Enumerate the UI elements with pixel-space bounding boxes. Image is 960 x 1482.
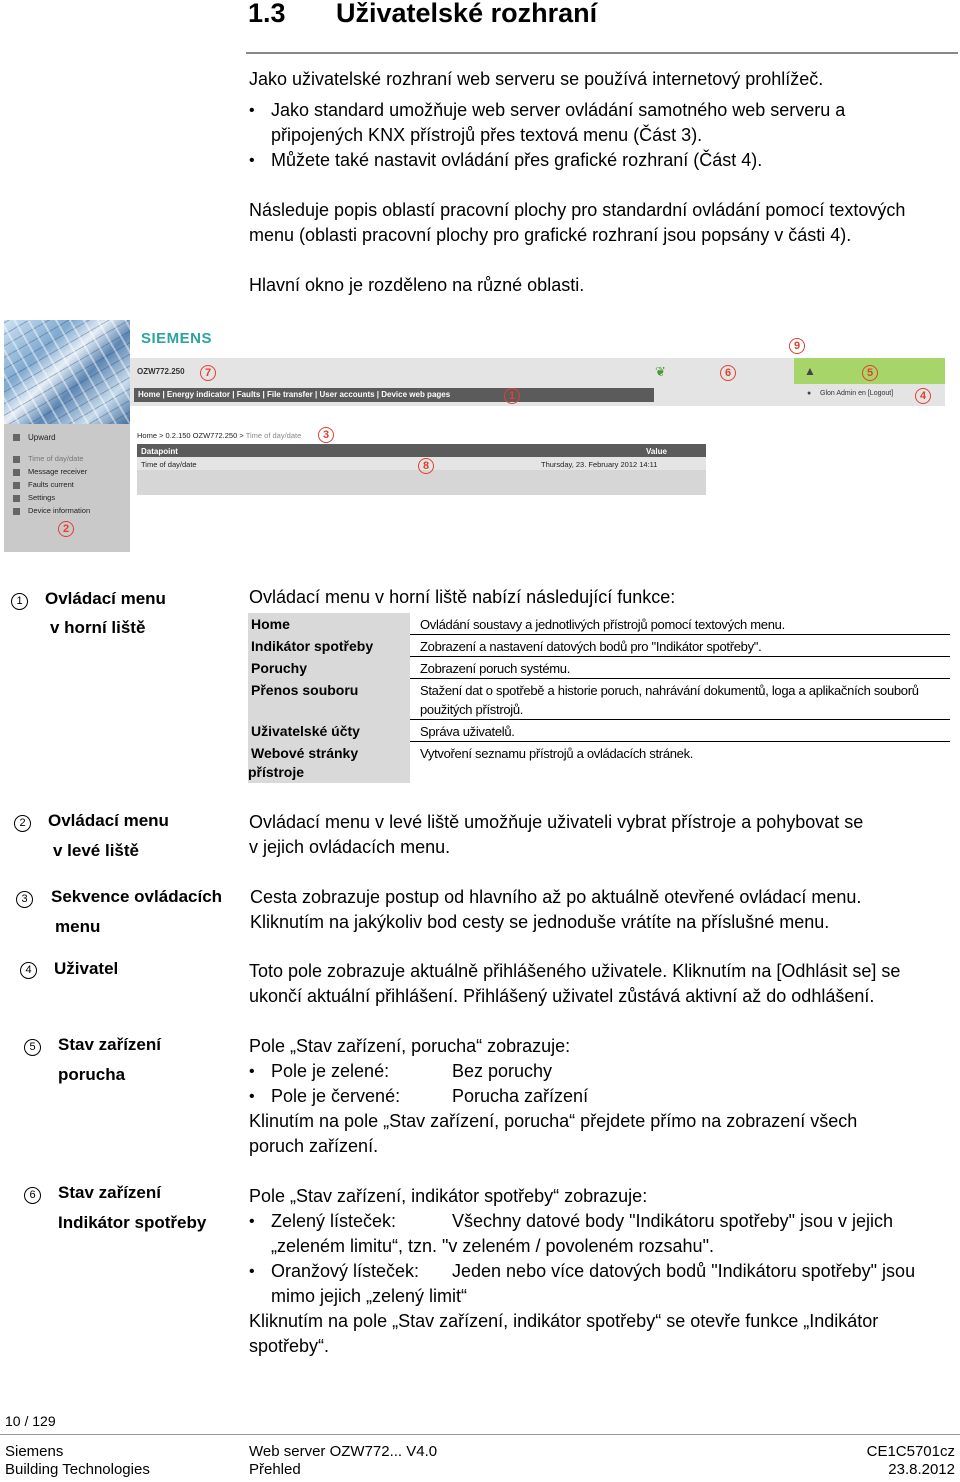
function-key: Přenos souboru: [248, 679, 410, 720]
function-key: Indikátor spotřeby: [248, 635, 410, 657]
intro-paragraph: Následuje popis oblastí pracovní plochy pro standardní ovládání pomocí textových: [249, 200, 906, 220]
column-datapoint: Datapoint: [141, 447, 178, 456]
title-rule: [246, 52, 958, 54]
function-row: [248, 742, 950, 783]
left-menu-item[interactable]: Message receiver: [28, 467, 88, 476]
callout-2: 2: [58, 521, 74, 537]
function-key: Poruchy: [248, 657, 410, 679]
menu-item-icon: [13, 469, 20, 476]
energy-status-description: Kliknutím na pole „Stav zařízení, indikátor spotřeby“ se otevře funkce „Indikátor: [249, 1311, 879, 1331]
user-description: ukončí aktuální přihlášení. Přihlášený uživatel zůstává aktivní až do odhlášení.: [249, 986, 875, 1006]
term-top-menu-cont: v horní liště: [50, 618, 146, 637]
term-breadcrumb: Sekvence ovládacích: [51, 887, 223, 906]
user-login[interactable]: Glon Admin en [Logout]: [820, 390, 894, 397]
term-fault-status-cont: porucha: [58, 1065, 126, 1084]
left-menu-description: Ovládací menu v levé liště umožňuje uživateli vybrat přístroje a pohybovat se: [249, 812, 864, 832]
left-menu-item[interactable]: Settings: [28, 493, 56, 502]
term-energy-status-cont: Indikátor spotřeby: [58, 1213, 207, 1232]
footer-chapter: Přehled: [249, 1461, 301, 1478]
footer-company: Siemens: [5, 1443, 64, 1460]
function-row: [248, 679, 950, 720]
function-key-line: Webové stránky: [251, 745, 359, 761]
top-menu-description: Ovládací menu v horní liště nabízí následující funkce:: [249, 587, 676, 607]
left-menu-item[interactable]: Time of day/date: [28, 454, 84, 463]
breadcrumb-description: Cesta zobrazuje postup od hlavního až po aktuálně otevřené ovládací menu.: [250, 887, 862, 907]
energy-status-description: spotřeby“.: [249, 1336, 330, 1356]
energy-status-description: Pole „Stav zařízení, indikátor spotřeby“ zobrazuje:: [249, 1186, 648, 1206]
callout-3: 3: [318, 427, 334, 443]
intro-paragraph: Hlavní okno je rozděleno na různé oblasti.: [249, 275, 585, 295]
top-menu-items[interactable]: Home | Energy indicator | Faults | File transfer | User accounts | Device web pages: [138, 390, 451, 399]
user-icon: ●: [807, 390, 812, 397]
term-user: Uživatel: [54, 959, 119, 978]
fault-status-description: poruch zařízení.: [249, 1136, 379, 1156]
user-description: Toto pole zobrazuje aktuálně přihlášeného uživatele. Kliknutím na [Odhlásit se] se: [249, 961, 901, 981]
left-menu-item[interactable]: Device information: [28, 506, 91, 515]
callout-9: 9: [789, 338, 805, 354]
bell-icon[interactable]: ▲: [804, 364, 816, 378]
cell-datapoint: Time of day/date: [141, 460, 197, 469]
fault-bullet: • Pole je červené:: [271, 1084, 400, 1109]
energy-bullet: • Zelený lísteček:: [271, 1209, 396, 1234]
term-left-menu-cont: v levé liště: [53, 841, 140, 860]
intro-bullet-continuation: připojených KNX přístrojů přes textová menu (Část 3).: [271, 125, 703, 145]
intro-bullet: • Jako standard umožňuje web server ovládání samotného web serveru a: [271, 98, 845, 123]
function-value: Zobrazení poruch systému.: [420, 661, 571, 676]
function-value: Správa uživatelů.: [420, 724, 515, 739]
term-fault-status: Stav zařízení: [58, 1035, 161, 1054]
item-number-6: 6: [24, 1187, 41, 1204]
cell-value: Thursday, 23. February 2012 14:11: [541, 460, 658, 469]
breadcrumb-path[interactable]: Home > 0.2.150 OZW772.250 >: [137, 431, 244, 440]
section-number: 1.3: [248, 0, 286, 28]
building-image-texture: [4, 320, 130, 424]
callout-4: 4: [915, 388, 931, 404]
energy-bullet-value: Jeden nebo více datových bodů "Indikátoru spotřeby" jsou: [452, 1261, 916, 1281]
energy-bullet-value: Všechny datové body "Indikátoru spotřeby" jsou v jejich: [452, 1211, 894, 1231]
function-value: Stažení dat o spotřebě a historie poruch, nahrávání dokumentů, loga a aplikačních souborů: [420, 683, 919, 698]
term-top-menu: Ovládací menu: [45, 589, 166, 608]
function-value: Vytvoření seznamu přístrojů a ovládacích stránek.: [420, 746, 694, 761]
intro-paragraph: Jako uživatelské rozhraní web serveru se používá internetový prohlížeč.: [249, 69, 824, 89]
function-key: Uživatelské účty: [248, 720, 410, 742]
footer-date: 23.8.2012: [888, 1461, 955, 1478]
leaf-icon[interactable]: ❦: [655, 364, 666, 379]
function-value: Zobrazení a nastavení datových bodů pro "Indikátor spotřeby".: [420, 639, 762, 654]
fault-bullet: • Pole je zelené:: [271, 1059, 389, 1084]
fault-status-description: Klinutím na pole „Stav zařízení, porucha“ přejdete přímo na zobrazení všech: [249, 1111, 858, 1131]
fault-status-description: Pole „Stav zařízení, porucha“ zobrazuje:: [249, 1036, 571, 1056]
section-title: Uživatelské rozhraní: [336, 0, 598, 28]
fault-bullet-value: Bez poruchy: [452, 1061, 553, 1081]
page-number: 10 / 129: [5, 1413, 56, 1429]
footer-doc-id: CE1C5701cz: [866, 1443, 955, 1460]
callout-1: 1: [504, 388, 520, 404]
function-key: Home: [248, 613, 410, 635]
left-menu-description: v jejich ovládacích menu.: [249, 837, 451, 857]
function-key-line: přístroje: [248, 764, 305, 780]
item-number-3: 3: [16, 891, 33, 908]
menu-item-icon: [13, 508, 20, 515]
item-number-4: 4: [20, 962, 37, 979]
menu-item-icon: [13, 482, 20, 489]
breadcrumb-description: Kliknutím na jakýkoliv bod cesty se jednoduše vrátíte na příslušné menu.: [250, 912, 830, 932]
intro-paragraph: menu (oblasti pracovní plochy pro grafické rozhraní jsou popsány v části 4).: [249, 225, 852, 245]
callout-7: 7: [200, 365, 216, 381]
item-number-1: 1: [11, 593, 28, 610]
term-energy-status: Stav zařízení: [58, 1183, 161, 1202]
intro-bullet: • Můžete také nastavit ovládání přes grafické rozhraní (Část 4).: [271, 148, 762, 173]
function-row: [248, 657, 950, 679]
function-row: [248, 720, 950, 742]
upward-icon: [13, 434, 20, 441]
left-menu-item[interactable]: Faults current: [28, 480, 74, 489]
siemens-logo: SIEMENS: [141, 330, 213, 347]
datapoint-table-header: [137, 444, 706, 457]
datapoint-table-empty: [137, 470, 706, 495]
breadcrumb-current: Time of day/date: [245, 431, 302, 440]
footer-division: Building Technologies: [5, 1461, 150, 1478]
callout-5: 5: [862, 365, 878, 381]
footer-rule: [0, 1434, 960, 1435]
menu-item-icon: [13, 456, 20, 463]
function-row: [248, 635, 950, 657]
left-menu-upward[interactable]: Upward: [28, 433, 56, 442]
fault-bullet-value: Porucha zařízení: [452, 1086, 589, 1106]
device-name: OZW772.250: [137, 367, 185, 376]
function-value-cont: použitých přístrojů.: [420, 702, 524, 717]
column-value: Value: [646, 447, 667, 456]
web-ui-screenshot: [4, 320, 945, 552]
footer-product: Web server OZW772... V4.0: [249, 1443, 438, 1460]
energy-bullet: • Oranžový lísteček:: [271, 1259, 419, 1284]
function-row: [248, 613, 950, 635]
menu-item-icon: [13, 495, 20, 502]
energy-bullet-cont: „zeleném limitu“, tzn. "v zeleném / povoleném rozsahu".: [271, 1236, 714, 1256]
callout-8: 8: [418, 458, 434, 474]
breadcrumb[interactable]: [137, 431, 301, 440]
function-key: [248, 742, 410, 783]
item-number-5: 5: [24, 1039, 41, 1056]
item-number-2: 2: [14, 815, 31, 832]
term-left-menu: Ovládací menu: [48, 811, 169, 830]
callout-6: 6: [720, 365, 736, 381]
function-value: Ovládání soustavy a jednotlivých přístrojů pomocí textových menu.: [420, 617, 785, 632]
energy-bullet-cont: mimo jejich „zelený limit“: [271, 1286, 468, 1306]
term-breadcrumb-cont: menu: [55, 917, 101, 936]
